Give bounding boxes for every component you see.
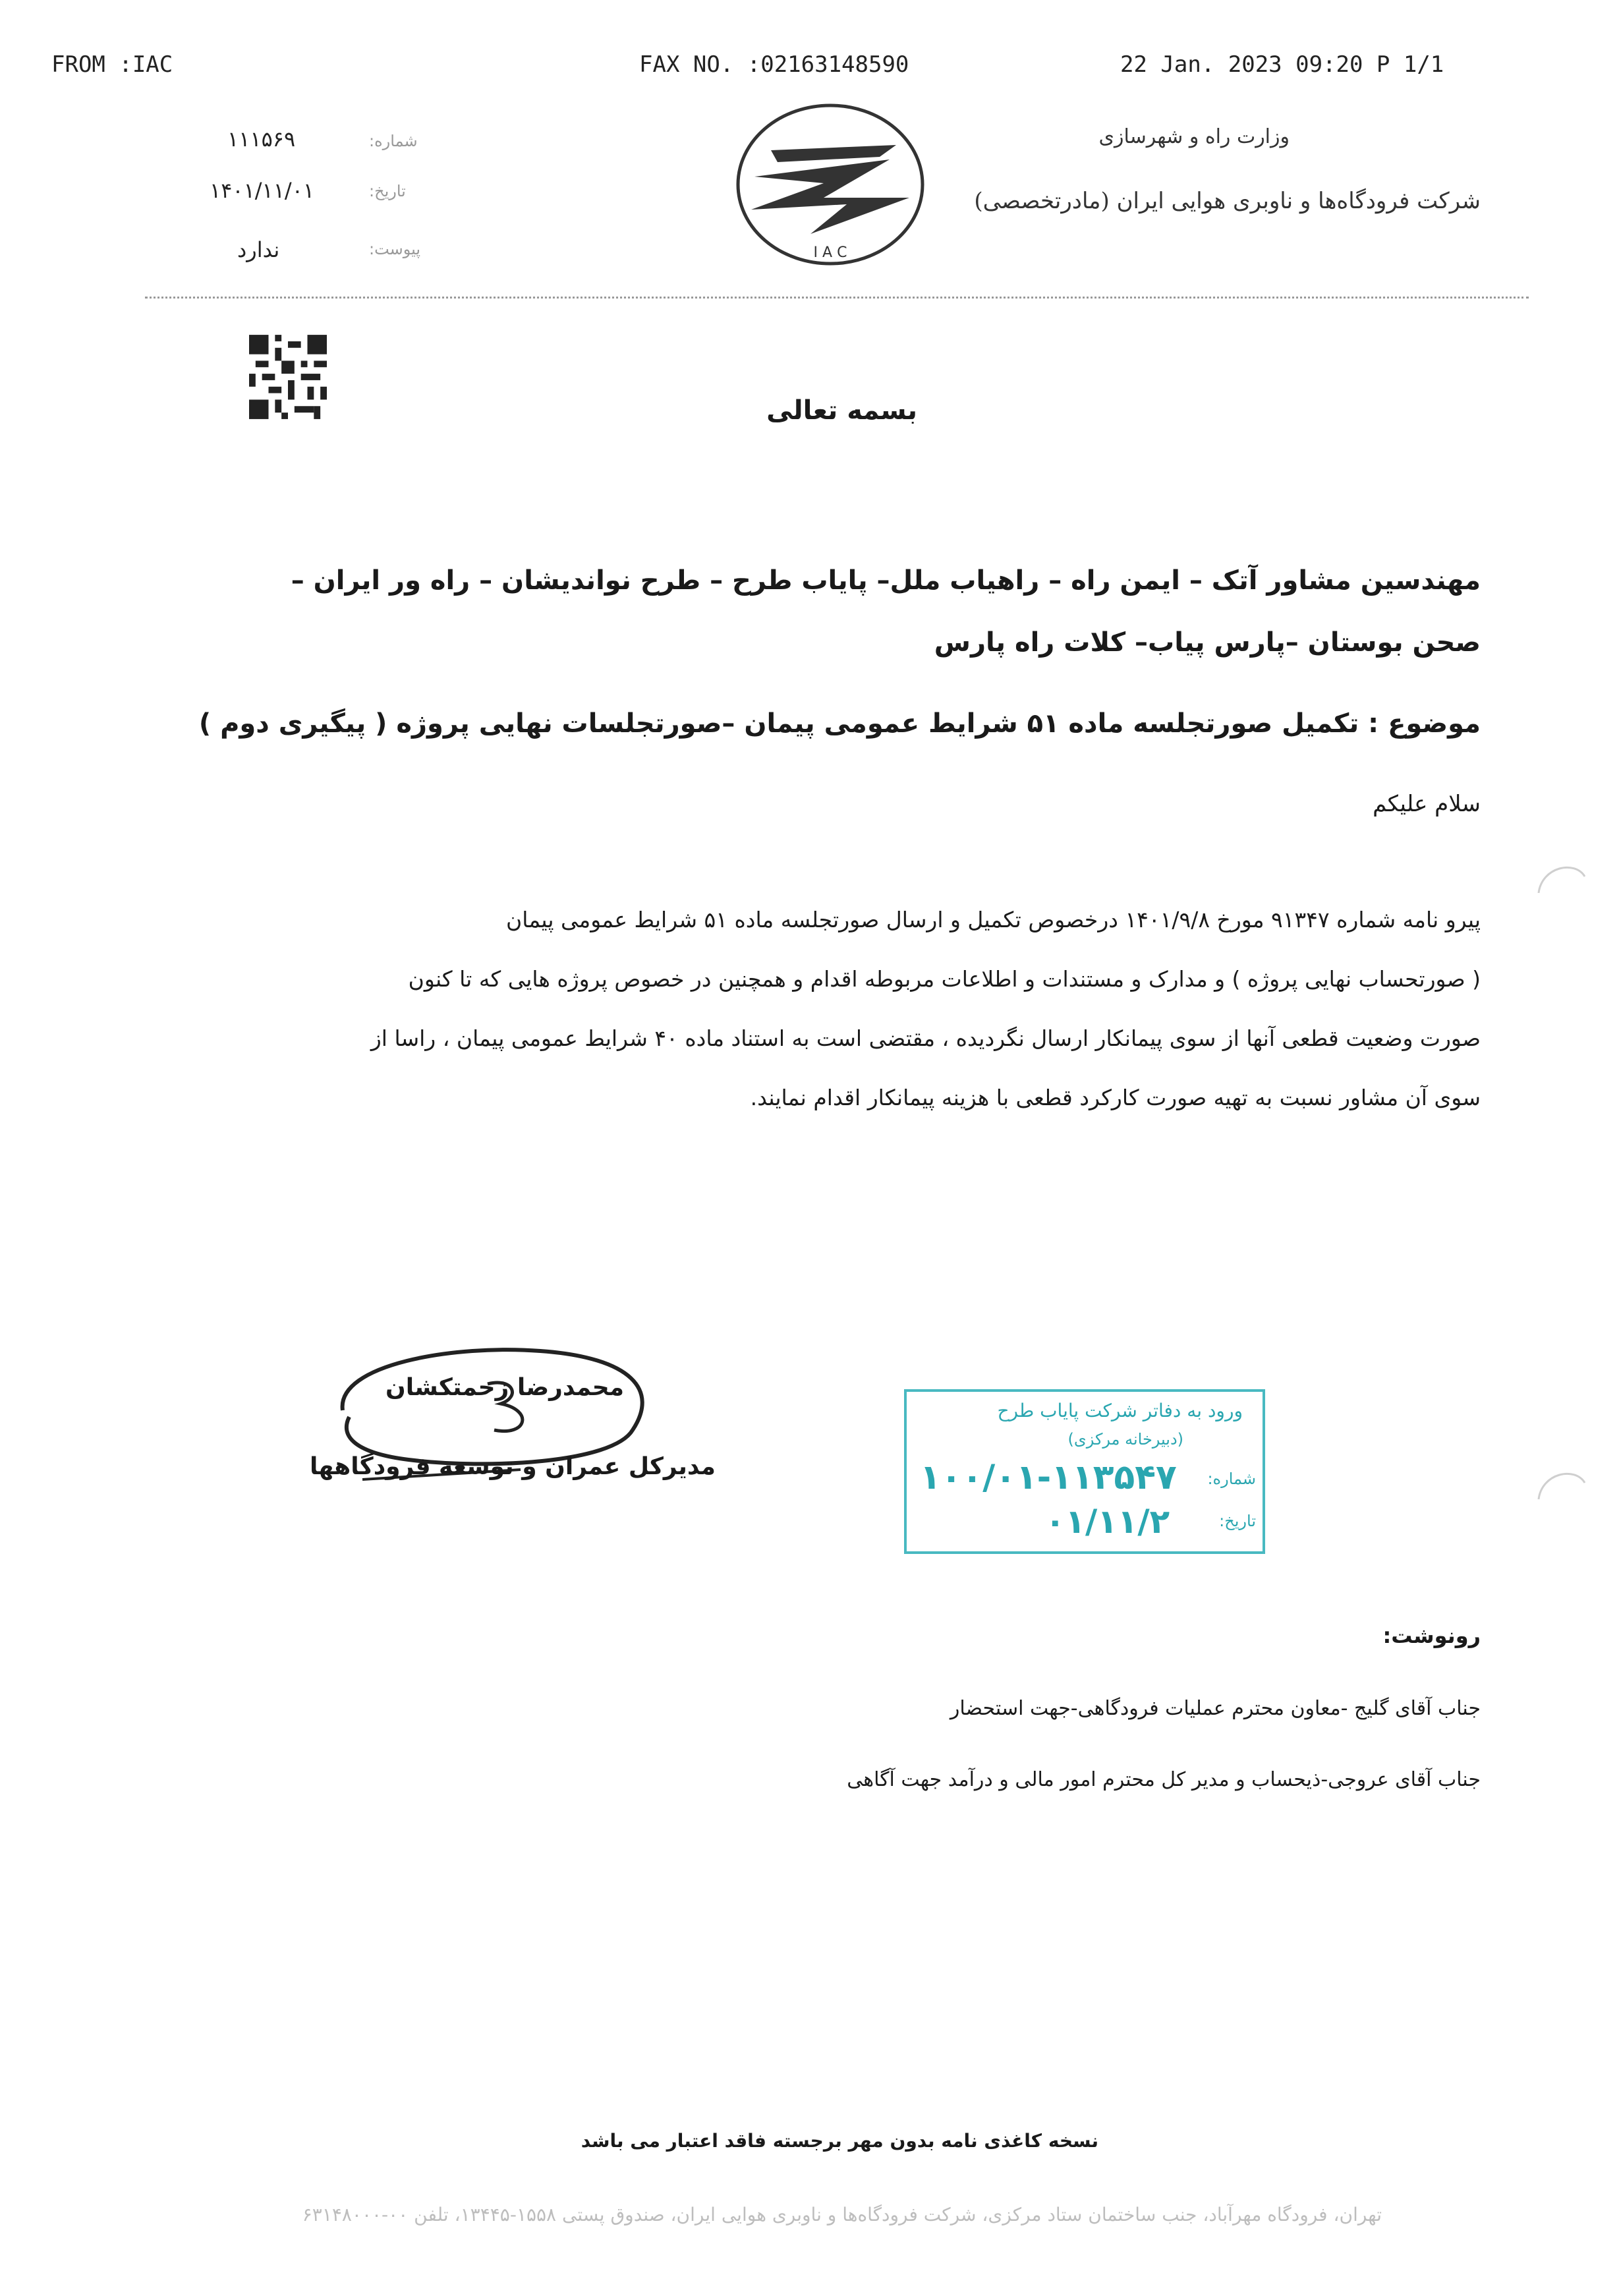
scan-mark bbox=[1535, 857, 1588, 896]
footer-note: نسخه کاغذی نامه بدون مهر برجسته فاقد اعتبار می باشد bbox=[581, 2130, 1098, 2152]
body-line-3: صورت وضعیت قطعی آنها از سوی پیمانکار ارسال نگردیده ، مقتضی است به استناد ماده ۴۰ شرایط عمومی پیمان ، راسا از bbox=[370, 1025, 1481, 1051]
letter-heading: بسمه تعالی bbox=[766, 395, 917, 426]
letter-attachment-label: پیوست: bbox=[369, 240, 421, 258]
letter-attachment: ندارد bbox=[237, 237, 280, 262]
scan-mark bbox=[1535, 1463, 1588, 1503]
company-logo bbox=[731, 99, 929, 270]
body-line-1: پیرو نامه شماره ۹۱۳۴۷ مورخ ۱۴۰۱/۹/۸ درخصوص تکمیل و ارسال صورتجلسه ماده ۵۱ شرایط عمومی پیمان bbox=[506, 907, 1481, 933]
body-line-2: ( صورتحساب نهایی پروژه ) و مدارک و مستندات و اطلاعات مربوطه اقدام و همچنین در خصوص پروژه هایی که تا کنون bbox=[408, 966, 1481, 992]
header-divider bbox=[145, 297, 1529, 299]
cc-line-2: جناب آقای عروجی-ذیحساب و مدیر کل محترم امور مالی و درآمد جهت آگاهی bbox=[847, 1768, 1481, 1791]
letter-date-label: تاریخ: bbox=[369, 182, 406, 200]
fax-from: FROM :IAC bbox=[51, 51, 173, 78]
stamp-date-label: تاریخ: bbox=[1219, 1512, 1256, 1530]
recipients-line-2: صحن بوستان –پارس پیاب– کلات راه پارس bbox=[934, 627, 1481, 658]
fax-datetime: 22 Jan. 2023 09:20 P 1/1 bbox=[1120, 51, 1444, 78]
stamp-line-2: (دبیرخانه مرکزی) bbox=[1067, 1430, 1183, 1449]
receipt-stamp bbox=[904, 1389, 1265, 1554]
cc-line-1: جناب آقای گلیج -معاون محترم عملیات فرودگاهی-جهت استحضار bbox=[950, 1697, 1481, 1720]
cc-label: رونوشت: bbox=[1382, 1623, 1481, 1648]
company-name: شرکت فرودگاه‌ها و ناوبری هوایی ایران (مادرتخصصی) bbox=[974, 188, 1481, 214]
signatory-title: مدیرکل عمران و توسعه فرودگاهها bbox=[310, 1453, 716, 1480]
subject-line bbox=[199, 708, 1481, 739]
stamp-number-label: شماره: bbox=[1207, 1470, 1256, 1488]
stamp-line-1: ورود به دفاتر شرکت پایاب طرح bbox=[997, 1400, 1243, 1421]
stamp-date: ۰۱/۱۱/۲ bbox=[1045, 1503, 1170, 1541]
fax-number: FAX NO. :02163148590 bbox=[639, 51, 909, 78]
subject-text: تکمیل صورتجلسه ماده ۵۱ شرایط عمومی پیمان –صورتجلسات نهایی پروژه ( پیگیری دوم ) bbox=[198, 708, 1359, 739]
stamp-number: ۱۰۰/۰۱-۱۱۳۵۴۷ bbox=[920, 1458, 1177, 1497]
subject-label: موضوع : bbox=[1368, 708, 1481, 739]
letter-date: ۱۴۰۱/۱۱/۰۱ bbox=[210, 178, 315, 203]
footer-address: تهران، فرودگاه مهرآباد، جنب ساختمان ستاد مرکزی، شرکت فرودگاه‌ها و ناوبری هوایی ایران، صندوق پستی ۱۵۵۸-۱۳۴۴۵، تلفن ۰۰-۶۳۱۴۸۰۰۰ bbox=[302, 2204, 1382, 2225]
letter-number: ۱۱۱۵۶۹ bbox=[227, 127, 296, 152]
body-line-4: سوی آن مشاور نسبت به تهیه صورت کارکرد قطعی با هزینه پیمانکار اقدام نمایند. bbox=[750, 1085, 1481, 1110]
qr-code-icon bbox=[249, 335, 327, 419]
ministry-name: وزارت راه و شهرسازی bbox=[1098, 125, 1290, 148]
letter-number-label: شماره: bbox=[369, 132, 418, 150]
recipients-line-1: مهندسین مشاور آتک – ایمن راه – راهیاب ملل– پایاب طرح – طرح نواندیشان – راه ور ایران – bbox=[291, 565, 1481, 596]
logo-letters: I A C bbox=[813, 244, 847, 261]
signatory-name: محمدرضا زحمتکشان bbox=[385, 1374, 625, 1401]
greeting: سلام علیکم bbox=[1373, 791, 1481, 817]
